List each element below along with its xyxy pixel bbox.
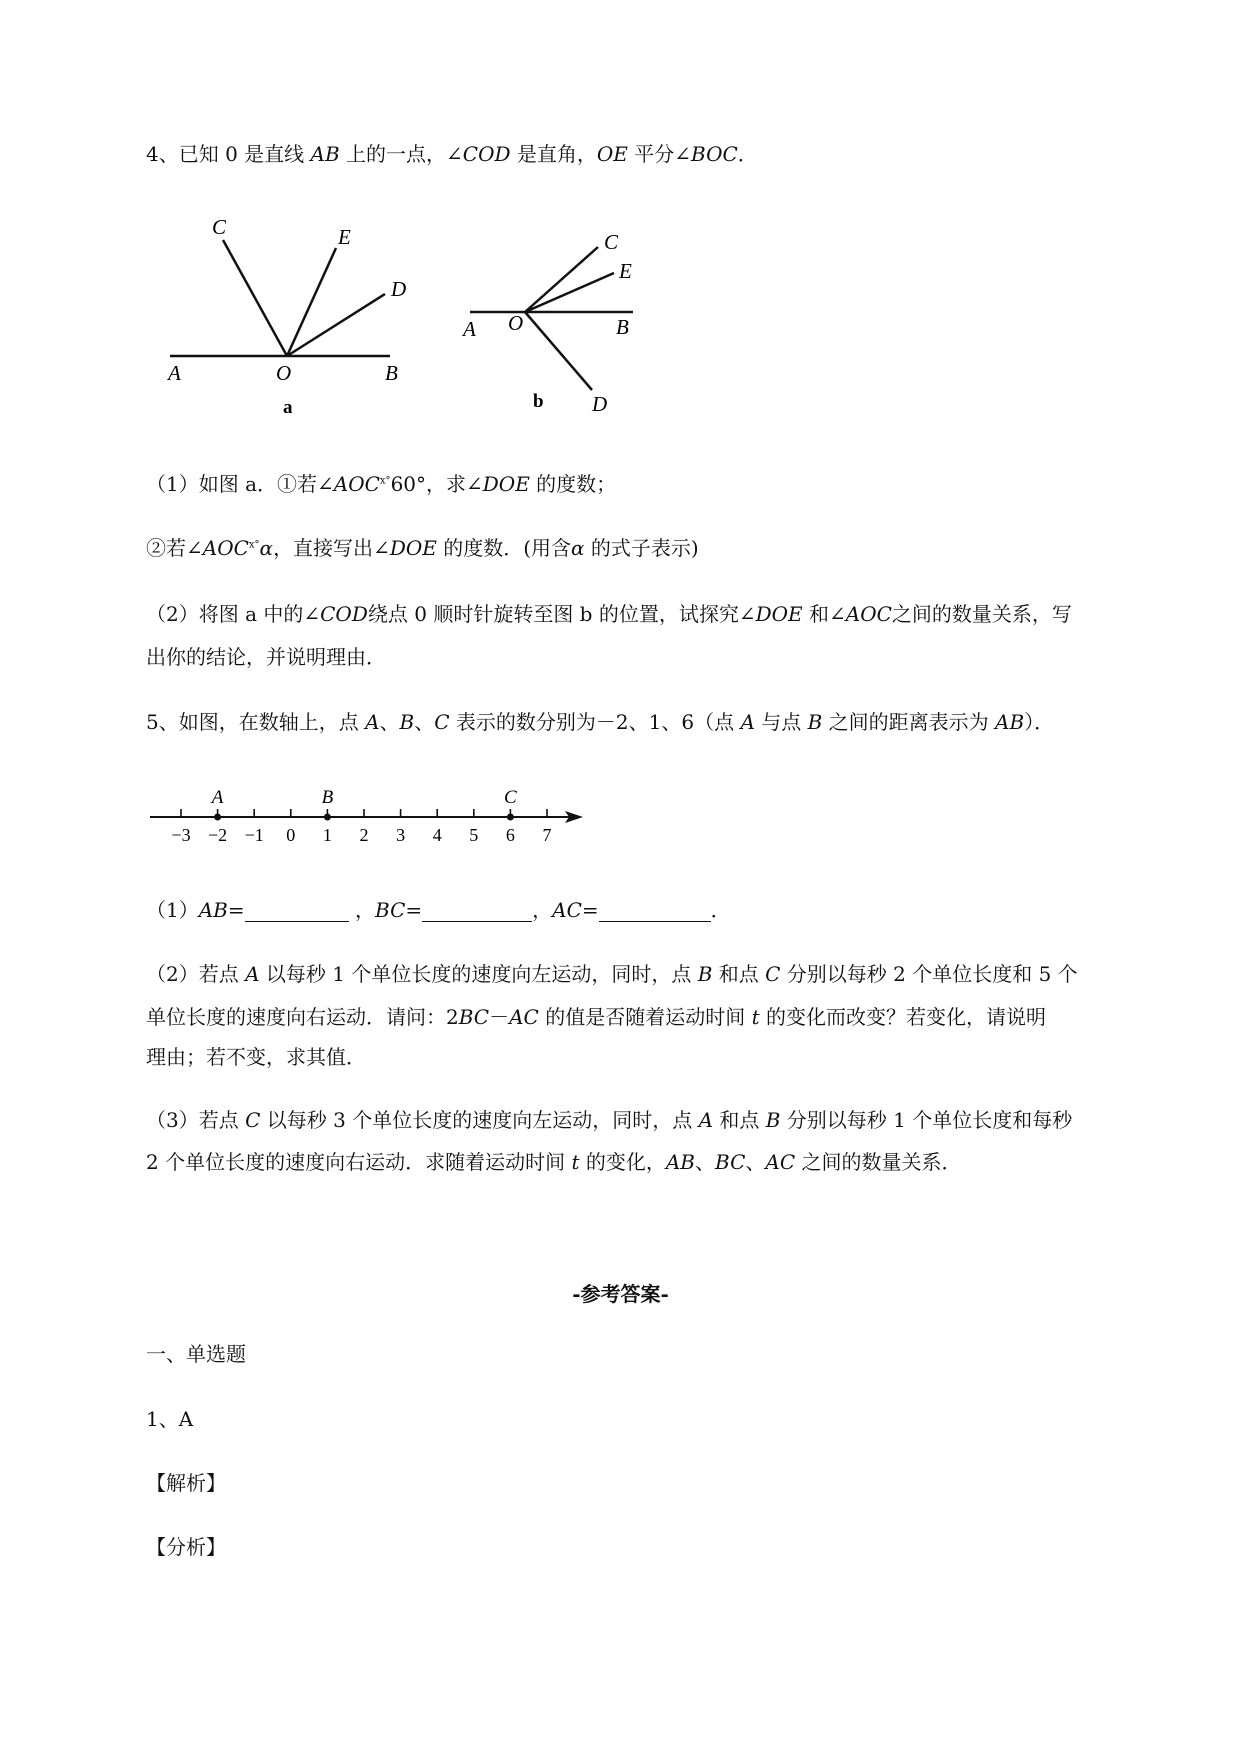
- ac-answer-blank[interactable]: [599, 901, 711, 922]
- label-b: B: [385, 361, 398, 385]
- q5-part2-line2: 单位长度的速度向右运动．请问：2BC－AC 的值是否随着运动时间 t 的变化而改变？若变化，请说明: [146, 1005, 1046, 1029]
- ray-oc: [223, 240, 287, 356]
- point-a: [214, 814, 221, 821]
- point-b: [324, 814, 331, 821]
- ray-oe: [525, 273, 614, 312]
- ray-oc: [525, 247, 598, 312]
- point-label-b: B: [321, 787, 334, 808]
- label-e: E: [338, 225, 351, 249]
- tick-label: 1: [322, 825, 332, 845]
- label-a: A: [463, 317, 476, 341]
- q5-part3: （3）若点 C 以每秒 3 个单位长度的速度向左运动，同时，点 A 和点 B 分别以每秒 1 个单位长度和每秒: [146, 1108, 1073, 1132]
- figure-a: [160, 220, 420, 420]
- q4-part2-line2: 出你的结论，并说明理由．: [146, 645, 386, 669]
- label-a: A: [168, 361, 181, 385]
- q5-part2-line3: 理由；若不变，求其值．: [146, 1045, 366, 1069]
- q5-part3-line2: 2 个单位长度的速度向右运动．求随着运动时间 t 的变化，AB、BC、AC 之间的数量关系．: [146, 1150, 962, 1174]
- tick-label: 5: [469, 825, 479, 845]
- caption-a: a: [283, 397, 293, 418]
- label-b: B: [616, 315, 629, 339]
- tick-label: 7: [542, 825, 552, 845]
- tick-label: 3: [396, 825, 406, 845]
- label-d: D: [592, 392, 608, 416]
- ray-od: [525, 312, 592, 390]
- jiexi-label: 【解析】: [146, 1471, 226, 1495]
- label-e: E: [619, 259, 632, 283]
- point-label-c: C: [504, 787, 517, 808]
- tick-label: −3: [171, 825, 191, 845]
- section-title: 一、单选题: [146, 1342, 246, 1366]
- tick-label: −2: [208, 825, 228, 845]
- tick-label: 6: [505, 825, 515, 845]
- ab-answer-blank[interactable]: [245, 901, 349, 922]
- caption-b: b: [533, 391, 544, 412]
- figure-b: [455, 225, 655, 425]
- answer-1: 1、A: [146, 1407, 194, 1431]
- number-line: [145, 775, 595, 855]
- tick-label: 2: [359, 825, 369, 845]
- q4-stem: 4、已知 0 是直线 AB 上的一点，∠COD 是直角，OE 平分∠BOC．: [146, 142, 758, 166]
- tick-label: −1: [244, 825, 264, 845]
- point-label-a: A: [211, 787, 224, 808]
- q4-part1: （1）如图 a．①若$\angle AOC^{ⅹ^\circ}60^\circ$，求∠DOE 的度数；: [146, 472, 617, 496]
- point-c: [507, 814, 514, 821]
- q5-part1: （1）AB= ，BC= ，AC= ．: [146, 898, 731, 922]
- tick-label: 0: [286, 825, 296, 845]
- q5-part2: （2）若点 A 以每秒 1 个单位长度的速度向左运动，同时，点 B 和点 C 分别以每秒 2 个单位长度和 5 个: [146, 962, 1078, 986]
- q4-part2: （2）将图 a 中的∠COD绕点 0 顺时针旋转至图 b 的位置，试探究∠DOE 和∠AOC之间的数量关系，写: [146, 602, 1072, 626]
- fenxi-label: 【分析】: [146, 1535, 226, 1559]
- label-c: C: [212, 220, 227, 239]
- bc-answer-blank[interactable]: [422, 901, 532, 922]
- label-o: O: [508, 311, 524, 335]
- label-c: C: [604, 230, 619, 254]
- label-d: D: [391, 277, 407, 301]
- tick-label: 4: [432, 825, 442, 845]
- answers-heading: -参考答案-: [572, 1282, 669, 1306]
- q5-stem: 5、如图，在数轴上，点 A、B、C 表示的数分别为－2、1、6（点 A 与点 B 之间的距离表示为 AB）．: [146, 710, 1055, 734]
- q4-part1b: ②若$\angle AOC^{ⅹ^\circ}\alpha$，直接写出∠DOE 的度数．(用含α 的式子表示): [146, 536, 699, 560]
- label-o: O: [276, 361, 292, 385]
